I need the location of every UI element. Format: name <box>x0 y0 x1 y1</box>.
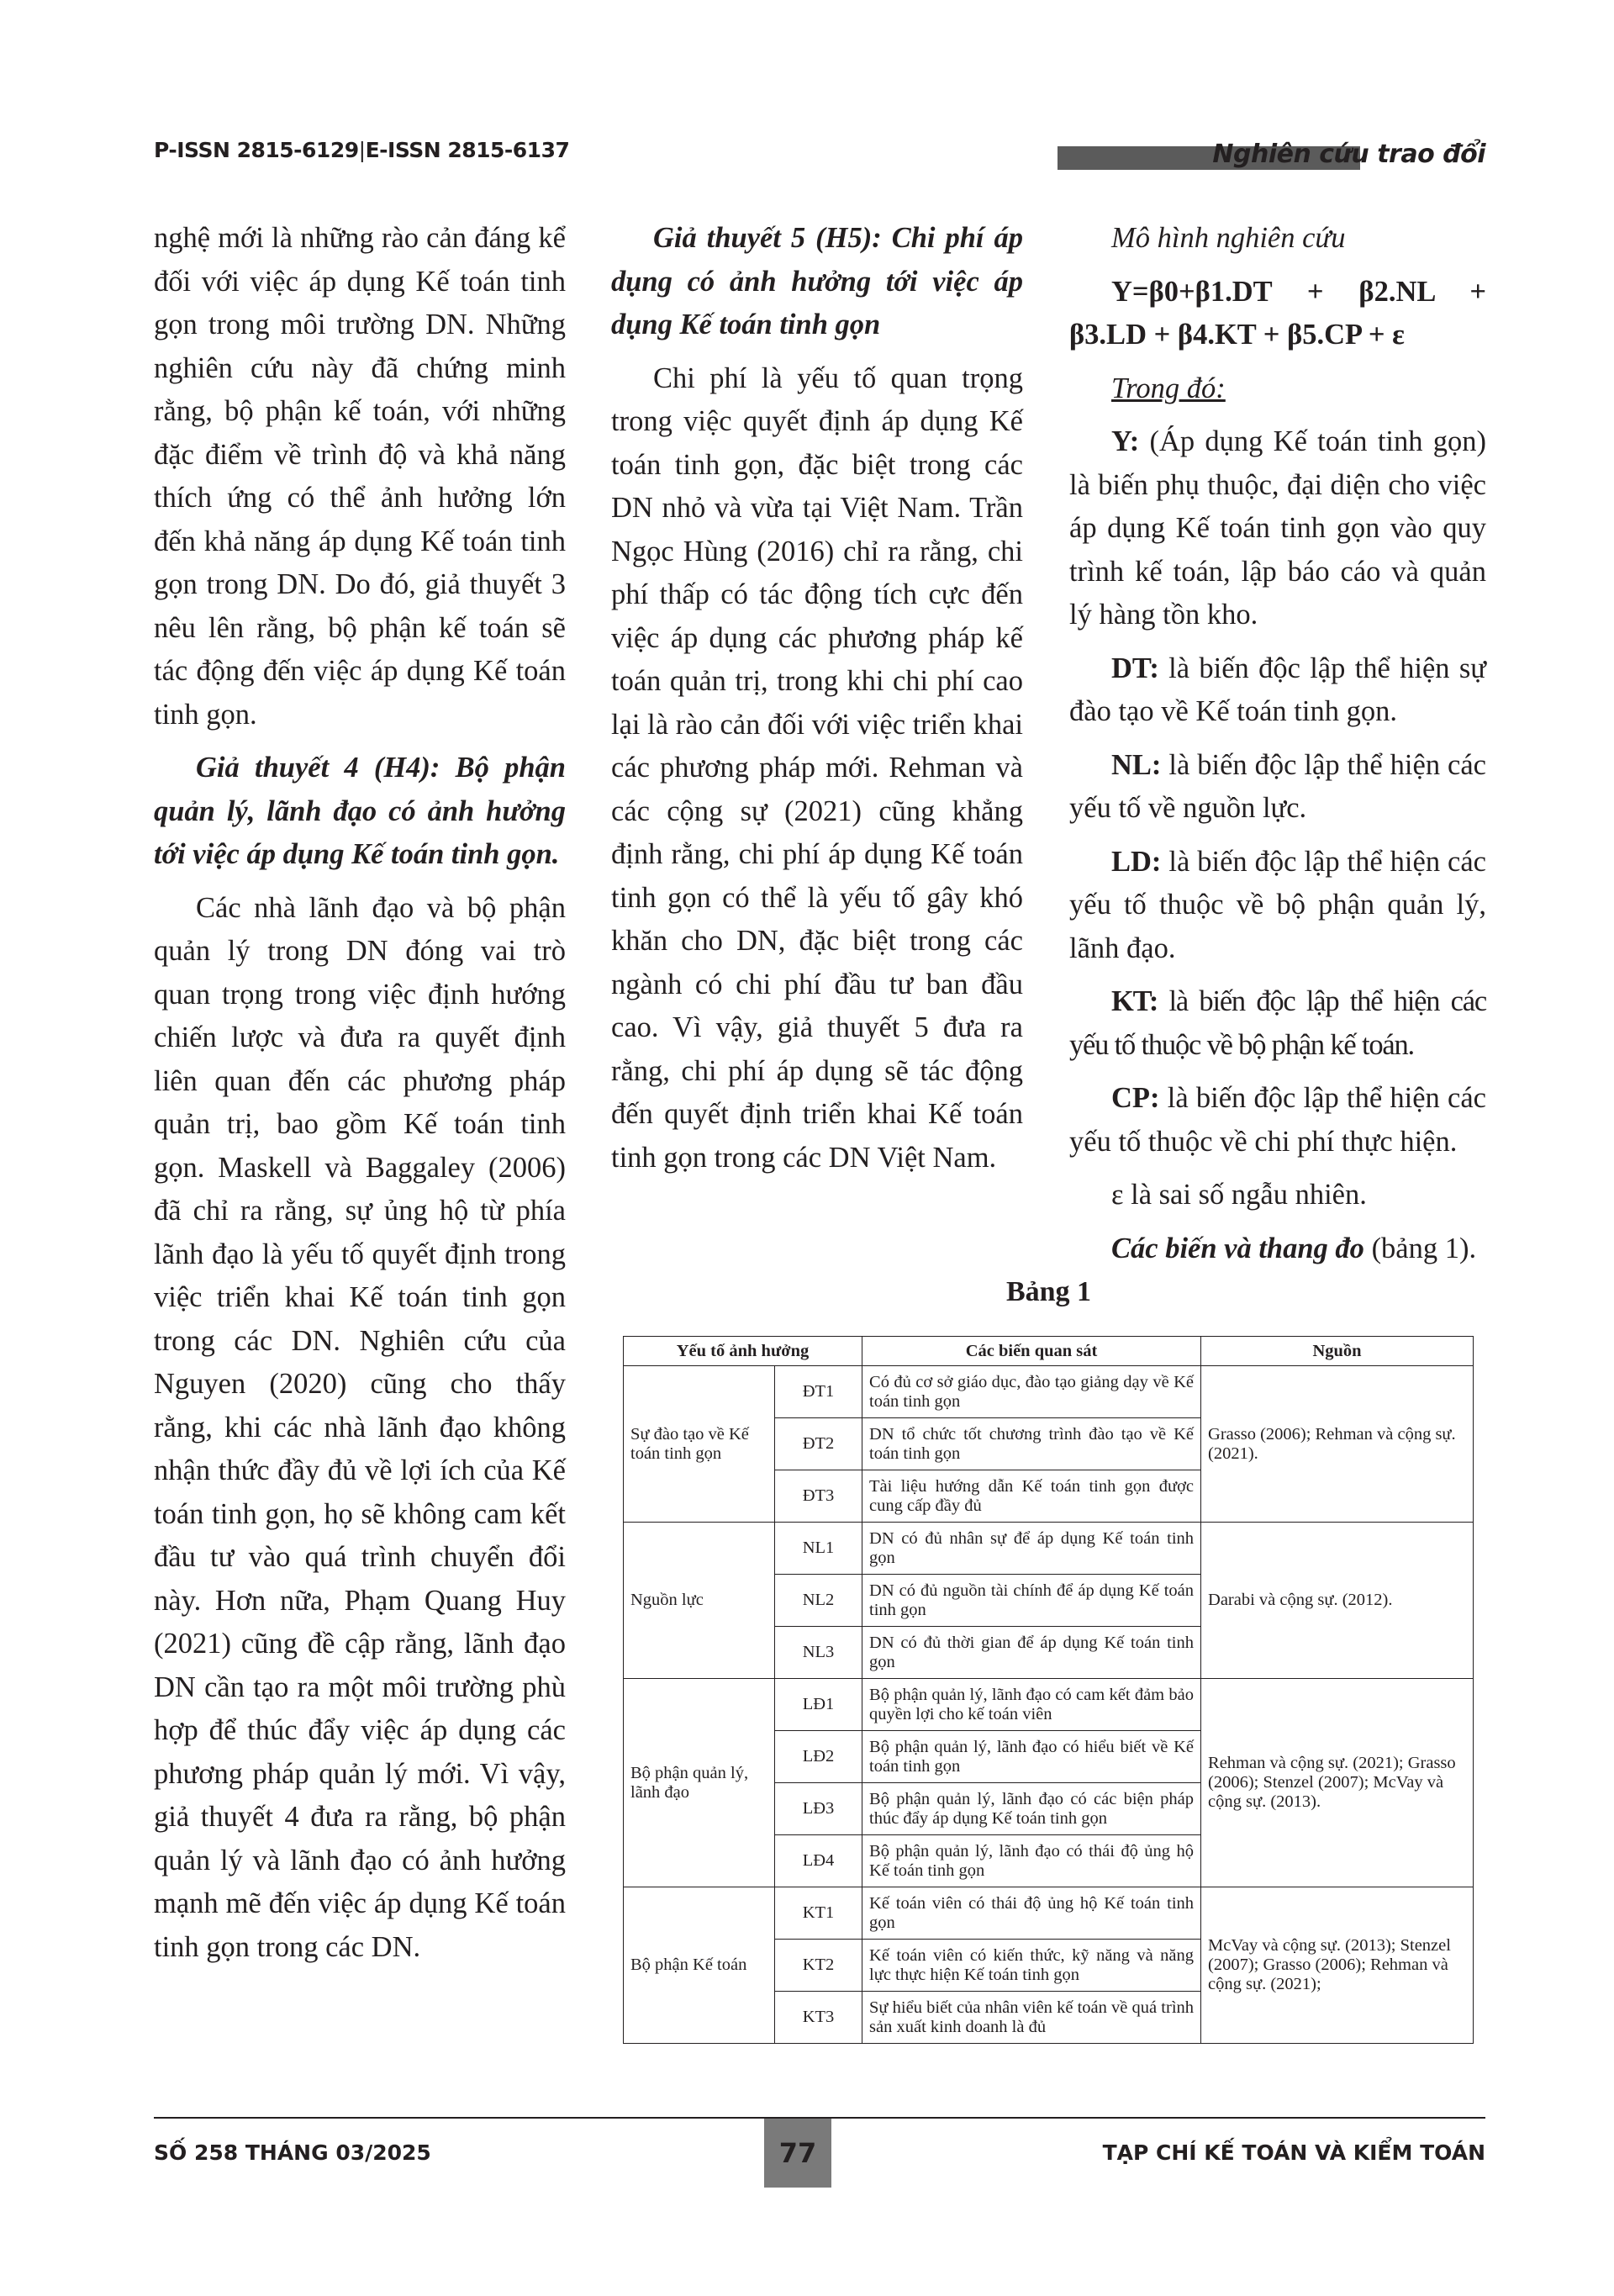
issn-separator: | <box>358 138 366 162</box>
observed-cell: Có đủ cơ sở giáo dục, đào tạo giảng dạy về Kế toán tinh gọn <box>862 1366 1201 1418</box>
source-cell: Grasso (2006); Rehman và cộng sự. (2021). <box>1201 1366 1474 1523</box>
code-cell: KT1 <box>775 1887 862 1940</box>
section-title: Nghiên cứu trao đổi <box>1212 140 1485 169</box>
observed-cell: Bộ phận quản lý, lãnh đạo có thái độ ủng hộ Kế toán tinh gọn <box>862 1835 1201 1887</box>
code-cell: KT2 <box>775 1940 862 1992</box>
observed-cell: Kế toán viên có kiến thức, kỹ năng và năng lực thực hiện Kế toán tinh gọn <box>862 1940 1201 1992</box>
factor-cell: Sự đào tạo về Kế toán tinh gọn <box>624 1366 775 1523</box>
def-cp-label: CP: <box>1111 1082 1160 1114</box>
def-kt-text: là biến độc lập thể hiện các yếu tố thuộc về bộ phận kế toán. <box>1069 985 1486 1061</box>
page-number: 77 <box>778 2137 817 2169</box>
model-title: Mô hình nghiên cứu <box>1111 222 1346 254</box>
def-ld <box>1069 841 1486 971</box>
page-footer <box>154 2117 1485 2218</box>
issn-line <box>154 138 569 162</box>
where-label: Trong đó: <box>1111 372 1226 404</box>
table-title: Bảng 1 <box>1005 1276 1092 1307</box>
code-cell: LĐ2 <box>775 1731 862 1783</box>
observed-cell: Sự hiểu biết của nhân viên kế toán về quá trình sản xuất kinh doanh là đủ <box>862 1992 1201 2044</box>
observed-cell: Bộ phận quản lý, lãnh đạo có các biện pháp thúc đẩy áp dụng Kế toán tinh gọn <box>862 1783 1201 1835</box>
observed-cell: Tài liệu hướng dẫn Kế toán tinh gọn được cung cấp đầy đủ <box>862 1470 1201 1523</box>
def-nl <box>1069 744 1486 831</box>
column-3 <box>1069 217 1486 1280</box>
regression-formula: Y=β0+β1.DT + β2.NL + β3.LD + β4.KT + β5.CP + ε <box>1069 275 1486 351</box>
vars-label: Các biến và thang đo <box>1111 1232 1364 1264</box>
table-row <box>624 1679 1474 1731</box>
def-y <box>1069 420 1486 637</box>
observed-cell: Kế toán viên có thái độ ủng hộ Kế toán tinh gọn <box>862 1887 1201 1940</box>
observed-cell: DN có đủ nhân sự để áp dụng Kế toán tinh gọn <box>862 1523 1201 1575</box>
col1-paragraph-2: Các nhà lãnh đạo và bộ phận quản lý trong DN đóng vai trò quan trọng trong việc định hướng chiến lược và đưa ra quyết định liên quan đến các phương pháp quản trị, bao gồm Kế toán tinh gọn. Maskell và Baggaley (2006) đã chỉ ra rằng, sự ủng hộ từ phía lãnh đạo là yếu tố quyết định trong việc triển khai Kế toán tinh gọn trong các DN. Nghiên cứu của Nguyen (2020) cũng cho thấy rằng, khi các nhà lãnh đạo không nhận thức đầy đủ về lợi ích của Kế toán tinh gọn, họ sẽ không cam kết đầu tư vào quá trình chuyển đổi này. Hơn nữa, Phạm Quang Huy (2021) cũng đề cập rằng, lãnh đạo DN cần tạo ra một môi trường phù hợp để thúc đẩy việc áp dụng các phương pháp quản lý mới. Vì vậy, giả thuyết 4 đưa ra rằng, bộ phận quản lý và lãnh đạo có ảnh hưởng mạnh mẽ đến việc áp dụng Kế toán tinh gọn trong các DN. <box>154 891 566 1963</box>
def-ld-text: là biến độc lập thể hiện các yếu tố thuộc về bộ phận quản lý, lãnh đạo. <box>1069 845 1486 964</box>
column-1 <box>154 217 566 1979</box>
col2-paragraph-1: Chi phí là yếu tố quan trọng trong việc quyết định áp dụng Kế toán tinh gọn, đặc biệt trong các DN nhỏ và vừa tại Việt Nam. Trần Ngọc Hùng (2016) chỉ ra rằng, chi phí thấp có tác động tích cực đến việc áp dụng các phương pháp kế toán quản trị, trong khi chi phí cao lại là rào cản đối với việc triển khai các phương pháp mới. Rehman và các cộng sự (2021) cũng khẳng định rằng, chi phí áp dụng Kế toán tinh gọn có thể là yếu tố gây khó khăn cho DN, đặc biệt trong các ngành có chi phí đầu tư ban đầu cao. Vì vậy, giả thuyết 5 đưa ra rằng, chi phí áp dụng sẽ tác động đến quyết định triển khai Kế toán tinh gọn trong các DN Việt Nam. <box>611 362 1023 1174</box>
header-factor: Yếu tố ảnh hưởng <box>624 1337 862 1366</box>
issn-electronic: E-ISSN 2815-6137 <box>365 138 570 162</box>
def-ld-label: LD: <box>1111 845 1162 878</box>
table-header-row <box>624 1337 1474 1366</box>
observed-cell: DN tổ chức tốt chương trình đào tạo về Kế toán tinh gọn <box>862 1418 1201 1470</box>
factor-cell: Bộ phận quản lý, lãnh đạo <box>624 1679 775 1887</box>
header-source: Nguồn <box>1201 1337 1474 1366</box>
def-y-text: (Áp dụng Kế toán tinh gọn) là biến phụ thuộc, đại diện cho việc áp dụng Kế toán tinh gọn vào quy trình kế toán, lập báo cáo và quản lý hàng tồn kho. <box>1069 425 1486 631</box>
observed-cell: Bộ phận quản lý, lãnh đạo có hiểu biết về Kế toán tinh gọn <box>862 1731 1201 1783</box>
source-cell: McVay và cộng sự. (2013); Stenzel (2007); Grasso (2006); Rehman và cộng sự. (2021); <box>1201 1887 1474 2044</box>
journal-name: TẠP CHÍ KẾ TOÁN VÀ KIỂM TOÁN <box>1102 2140 1485 2165</box>
vars-ref: (bảng 1). <box>1363 1232 1477 1264</box>
def-nl-text: là biến độc lập thể hiện các yếu tố về nguồn lực. <box>1069 748 1486 824</box>
code-cell: NL3 <box>775 1627 862 1679</box>
def-kt <box>1069 980 1486 1067</box>
def-dt-label: DT: <box>1111 652 1159 684</box>
source-cell: Darabi và cộng sự. (2012). <box>1201 1523 1474 1679</box>
column-2 <box>611 217 1023 1190</box>
hypothesis-4: Giả thuyết 4 (H4): Bộ phận quản lý, lãnh đạo có ảnh hưởng tới việc áp dụng Kế toán tinh gọn. <box>154 752 566 870</box>
table-1 <box>623 1336 1473 2044</box>
hypothesis-5: Giả thuyết 5 (H5): Chi phí áp dụng có ảnh hưởng tới việc áp dụng Kế toán tinh gọn <box>611 222 1023 340</box>
code-cell: LĐ1 <box>775 1679 862 1731</box>
def-dt <box>1069 647 1486 734</box>
table-row <box>624 1366 1474 1418</box>
code-cell: LĐ3 <box>775 1783 862 1835</box>
header-observed: Các biến quan sát <box>862 1337 1201 1366</box>
observed-cell: DN có đủ nguồn tài chính để áp dụng Kế toán tinh gọn <box>862 1575 1201 1627</box>
code-cell: LĐ4 <box>775 1835 862 1887</box>
observed-cell: DN có đủ thời gian để áp dụng Kế toán tinh gọn <box>862 1627 1201 1679</box>
table-row <box>624 1523 1474 1575</box>
def-cp <box>1069 1077 1486 1164</box>
factor-cell: Bộ phận Kế toán <box>624 1887 775 2044</box>
code-cell: NL2 <box>775 1575 862 1627</box>
def-nl-label: NL: <box>1111 748 1162 781</box>
issn-print: P-ISSN 2815-6129 <box>154 138 359 162</box>
vars-note <box>1069 1227 1486 1271</box>
source-cell: Rehman và cộng sự. (2021); Grasso (2006); Stenzel (2007); McVay và cộng sự. (2013). <box>1201 1679 1474 1887</box>
code-cell: NL1 <box>775 1523 862 1575</box>
def-y-label: Y: <box>1111 425 1140 457</box>
table-row <box>624 1887 1474 1940</box>
code-cell: ĐT1 <box>775 1366 862 1418</box>
col1-paragraph-1: nghệ mới là những rào cản đáng kể đối với việc áp dụng Kế toán tinh gọn trong môi trường DN. Những nghiên cứu này đã chứng minh rằng, bộ phận kế toán, với những đặc điểm về trình độ và khả năng thích ứng có thể ảnh hưởng lớn đến khả năng áp dụng Kế toán tinh gọn trong DN. Do đó, giả thuyết 3 nêu lên rằng, bộ phận kế toán sẽ tác động đến việc áp dụng Kế toán tinh gọn. <box>154 222 566 731</box>
factor-cell: Nguồn lực <box>624 1523 775 1679</box>
observed-cell: Bộ phận quản lý, lãnh đạo có cam kết đảm bảo quyền lợi cho kế toán viên <box>862 1679 1201 1731</box>
def-dt-text: là biến độc lập thể hiện sự đào tạo về Kế toán tinh gọn. <box>1069 652 1486 727</box>
code-cell: KT3 <box>775 1992 862 2044</box>
page-header <box>154 135 1485 178</box>
page-number-box <box>764 2119 831 2188</box>
variables-table <box>623 1336 1474 2044</box>
code-cell: ĐT2 <box>775 1418 862 1470</box>
issue-label: SỐ 258 THÁNG 03/2025 <box>154 2140 431 2165</box>
def-kt-label: KT: <box>1111 985 1158 1017</box>
def-epsilon: ε là sai số ngẫu nhiên. <box>1111 1179 1367 1211</box>
def-cp-text: là biến độc lập thể hiện các yếu tố thuộc về chi phí thực hiện. <box>1069 1082 1486 1158</box>
code-cell: ĐT3 <box>775 1470 862 1523</box>
